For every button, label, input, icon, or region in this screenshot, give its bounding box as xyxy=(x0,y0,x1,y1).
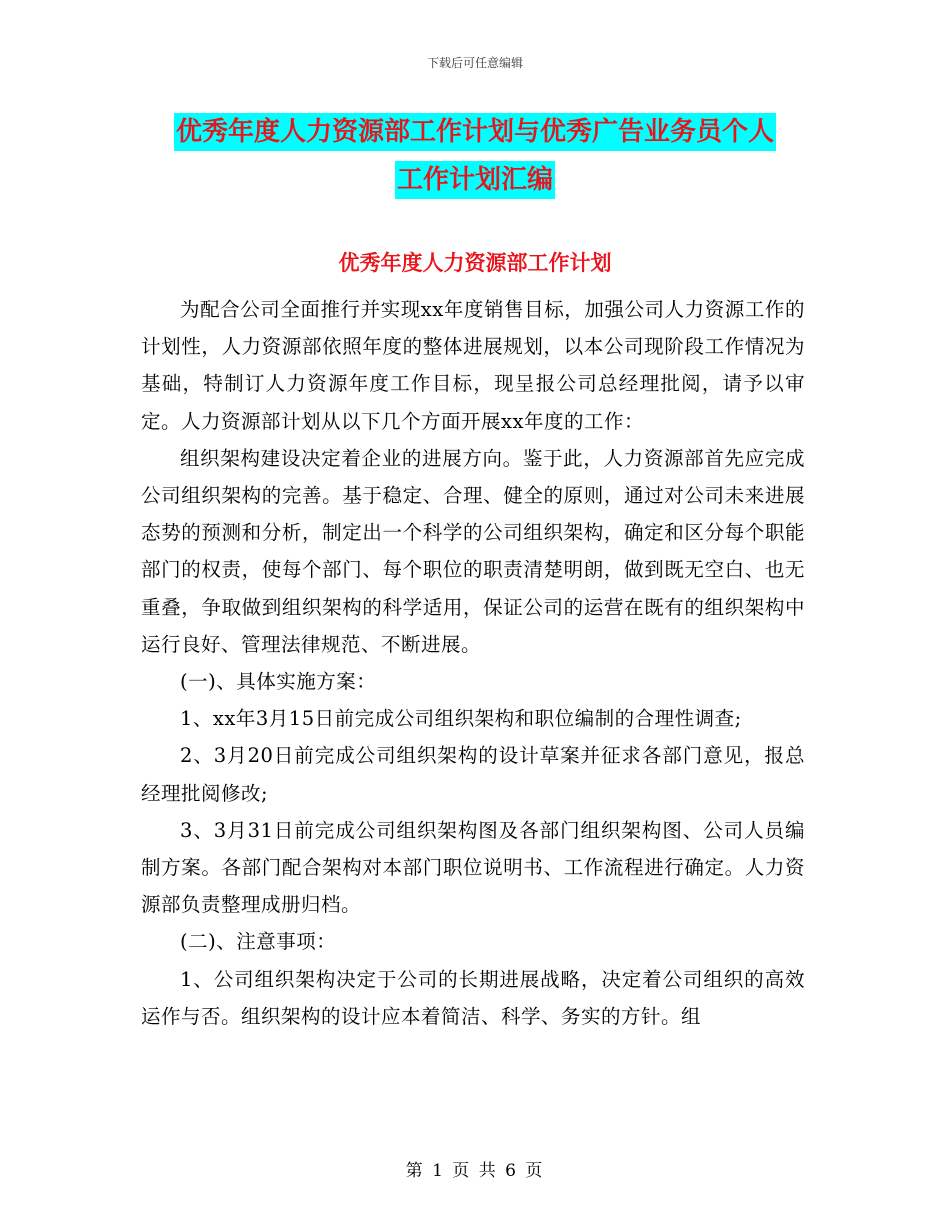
section-title: 优秀年度人力资源部工作计划 xyxy=(338,251,612,275)
title-line-2: 工作计划汇编 xyxy=(395,161,555,199)
paragraph: (二)、注意事项： xyxy=(180,930,337,954)
document-title xyxy=(140,108,810,204)
paragraph: 1、xx年3月15日前完成公司组织架构和职位编制的合理性调查; xyxy=(180,707,742,731)
paragraph: 1、公司组织架构决定于公司的长期进展战略，决定着公司组织的高效运作与否。组织架构的设计应本着简洁、科学、务实的方针。组 xyxy=(141,967,805,1028)
paragraph: 2、3月20日前完成公司组织架构的设计草案并征求各部门意见，报总经理批阅修改; xyxy=(141,744,805,805)
paragraph: 3、3月31日前完成公司组织架构图及各部门组织架构图、公司人员编制方案。各部门配合架构对本部门职位说明书、工作流程进行确定。人力资源部负责整理成册归档。 xyxy=(141,818,805,917)
paragraph: 组织架构建设决定着企业的进展方向。鉴于此，人力资源部首先应完成公司组织架构的完善。基于稳定、合理、健全的原则，通过对公司未来进展态势的预测和分析，制定出一个科学的公司组织架构，确定和区分每个职能部门的权责，使每个部门、每个职位的职责清楚明朗，做到既无空白、也无重叠，争取做到组织架构的科学适用，保证公司的运营在既有的组织架构中运行良好、管理法律规范、不断进展。 xyxy=(141,446,805,656)
header-note: 下载后可任意编辑 xyxy=(426,56,523,70)
title-line-1: 优秀年度人力资源部工作计划与优秀广告业务员个人 xyxy=(174,113,776,151)
page-footer: 第 1 页 共 6 页 xyxy=(405,1161,545,1181)
body-text xyxy=(141,291,805,1035)
paragraph: 为配合公司全面推行并实现xx年度销售目标，加强公司人力资源工作的计划性，人力资源部依照年度的整体进展规划，以本公司现阶段工作情况为基础，特制订人力资源年度工作目标，现呈报公司总经理批阅，请予以审定。人力资源部计划从以下几个方面开展xx年度的工作： xyxy=(141,298,805,433)
paragraph: (一)、具体实施方案： xyxy=(180,670,377,694)
